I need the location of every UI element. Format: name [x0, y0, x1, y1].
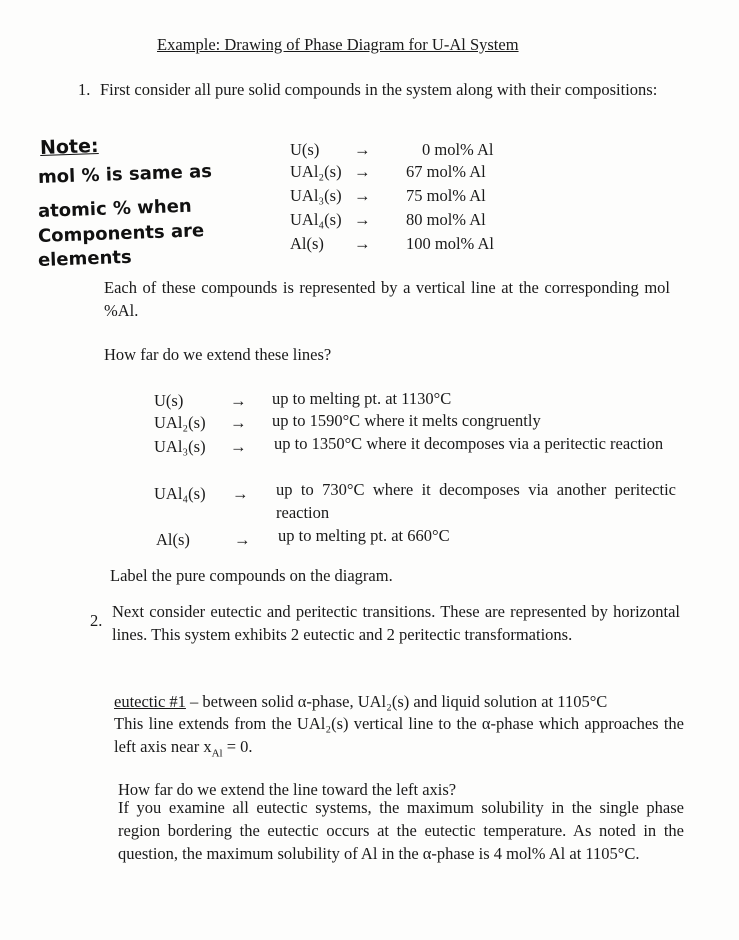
compound-composition: 0 mol% Al: [422, 140, 494, 159]
arrow-icon: →: [354, 234, 371, 253]
extent-compound: UAl₂(s): [154, 413, 206, 432]
question-extend-left: How far do we extend the line toward the left axis?: [118, 780, 457, 799]
section-1-intro: First consider all pure solid compounds in the system along with their compositions:: [100, 80, 658, 99]
extent-description: up to 730°C where it decomposes via another peritectic reaction: [276, 480, 676, 522]
compound-composition: 75 mol% Al: [406, 186, 486, 205]
extent-compound: UAl₃(s): [154, 437, 206, 456]
arrow-icon: →: [230, 413, 247, 432]
page-title: Example: Drawing of Phase Diagram for U-Al System: [157, 35, 519, 54]
section-1-number: 1.: [78, 80, 91, 99]
arrow-icon: →: [354, 162, 371, 181]
eutectic-1-description: – between solid α-phase, UAl₂(s) and liquid solution at 1105°C: [185, 692, 608, 711]
note-heading: Note:: [39, 134, 99, 159]
note-line: atomic % when: [37, 195, 193, 222]
extent-description: up to 1590°C where it melts congruently: [272, 411, 541, 430]
arrow-icon: →: [232, 484, 249, 503]
compound-name: U(s): [290, 140, 320, 159]
extent-description: up to melting pt. at 660°C: [278, 526, 450, 545]
arrow-icon: →: [230, 391, 247, 410]
arrow-icon: →: [354, 210, 371, 229]
extent-compound: U(s): [154, 391, 184, 410]
compound-name: UAl₃(s): [290, 186, 342, 205]
eutectic-1-body-text: This line extends from the UAl₂(s) vertical line to the α-phase which approaches the left axis near x: [114, 714, 684, 756]
arrow-icon: →: [354, 186, 371, 205]
eutectic-1-heading: [114, 690, 684, 713]
arrow-icon: →: [354, 140, 371, 159]
eutectic-1-body-end: = 0.: [222, 737, 253, 756]
compound-name: UAl₄(s): [290, 210, 342, 229]
section-2-intro: Next consider eutectic and peritectic transitions. These are represented by horizontal lines. This system exhibits 2 eutectic and 2 peritectic transformations.: [112, 602, 680, 644]
paragraph-vertical-lines: Each of these compounds is represented by a vertical line at the corresponding mol %Al.: [104, 278, 670, 320]
extent-compound: Al(s): [156, 530, 190, 549]
eutectic-1-subscript: Al: [211, 747, 223, 760]
compound-composition: 80 mol% Al: [406, 210, 486, 229]
note-line: elements: [37, 246, 132, 271]
section-2-number: 2.: [90, 611, 103, 630]
eutectic-1-body: [114, 712, 684, 765]
answer-paragraph: If you examine all eutectic systems, the maximum solubility in the single phase region bordering the eutectic occurs at the eutectic temperature. As noted in the question, the maximum solubility of Al in the α-phase is 4 mol% Al at 1105°C.: [118, 798, 684, 863]
arrow-icon: →: [230, 437, 247, 456]
compound-name: UAl₂(s): [290, 162, 342, 181]
note-line: Components are: [37, 220, 205, 247]
compound-name: Al(s): [290, 234, 324, 253]
extent-description: up to 1350°C where it decomposes via a peritectic reaction: [274, 434, 664, 453]
extent-description: up to melting pt. at 1130°C: [272, 389, 452, 408]
arrow-icon: →: [234, 530, 251, 549]
compound-composition: 100 mol% Al: [406, 234, 495, 253]
compound-composition: 67 mol% Al: [406, 162, 486, 181]
question-extend-lines: How far do we extend these lines?: [104, 345, 332, 364]
eutectic-1-label: eutectic #1: [114, 692, 186, 711]
note-line: mol % is same as: [37, 160, 213, 188]
extent-compound: UAl₄(s): [154, 484, 206, 503]
label-instruction: Label the pure compounds on the diagram.: [110, 566, 393, 585]
